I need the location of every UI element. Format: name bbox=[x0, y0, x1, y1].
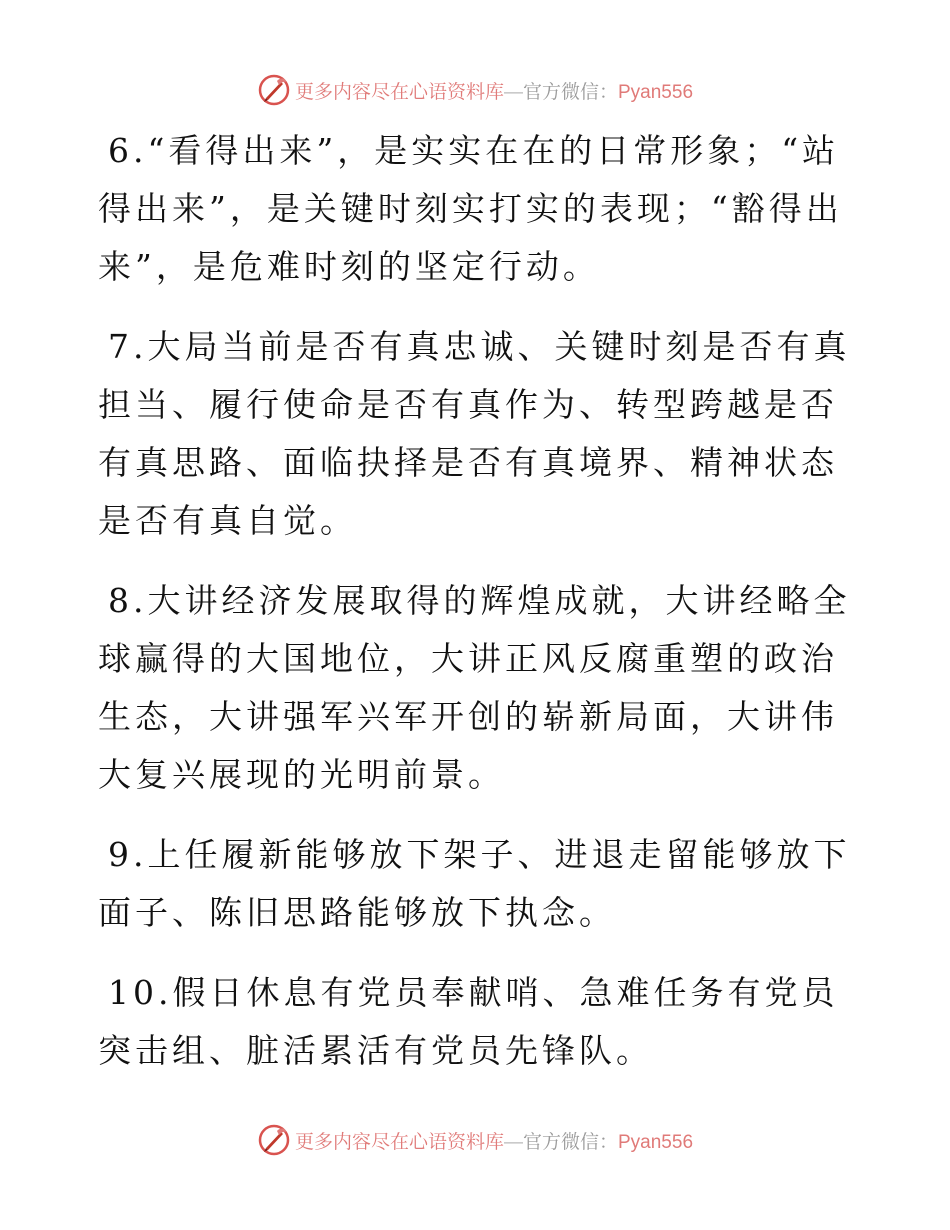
quill-pen-logo-icon bbox=[257, 1123, 291, 1157]
banner-main-text: 更多内容尽在心语资料库 bbox=[294, 1131, 504, 1153]
paragraph-8: 8.大讲经济发展取得的辉煌成就，大讲经略全球赢得的大国地位，大讲正风反腐重塑的政治生态，大讲强军兴军开创的崭新局面，大讲伟大复兴展现的光明前景。 bbox=[98, 581, 851, 794]
paragraph-6: 6.“看得出来”，是实实在在的日常形象；“站得出来”，是关键时刻实打实的表现；“豁得出来”，是危难时刻的坚定行动。 bbox=[98, 131, 843, 286]
footer-banner bbox=[0, 1120, 950, 1160]
paragraph-7: 7.大局当前是否有真忠诚、关键时刻是否有真担当、履行使命是否有真作为、转型跨越是否有真思路、面临抉择是否有真境界、精神状态是否有真自觉。 bbox=[98, 327, 851, 540]
wechat-label: 官方微信： bbox=[522, 81, 618, 103]
header-banner bbox=[0, 70, 950, 110]
wechat-label: 官方微信： bbox=[522, 1131, 618, 1153]
banner-text bbox=[295, 77, 693, 104]
document-body bbox=[98, 122, 858, 1102]
banner-main-text: 更多内容尽在心语资料库 bbox=[294, 81, 504, 103]
banner-text bbox=[295, 1127, 693, 1154]
wechat-id: Pyan556 bbox=[618, 81, 694, 103]
banner-separator: — bbox=[503, 1131, 523, 1153]
wechat-id: Pyan556 bbox=[618, 1131, 694, 1153]
quill-pen-logo-icon bbox=[257, 73, 291, 107]
banner-separator: — bbox=[503, 81, 523, 103]
paragraph-9: 9.上任履新能够放下架子、进退走留能够放下面子、陈旧思路能够放下执念。 bbox=[98, 835, 851, 932]
paragraph-10: 10.假日休息有党员奉献哨、急难任务有党员突击组、脏活累活有党员先锋队。 bbox=[98, 973, 839, 1070]
